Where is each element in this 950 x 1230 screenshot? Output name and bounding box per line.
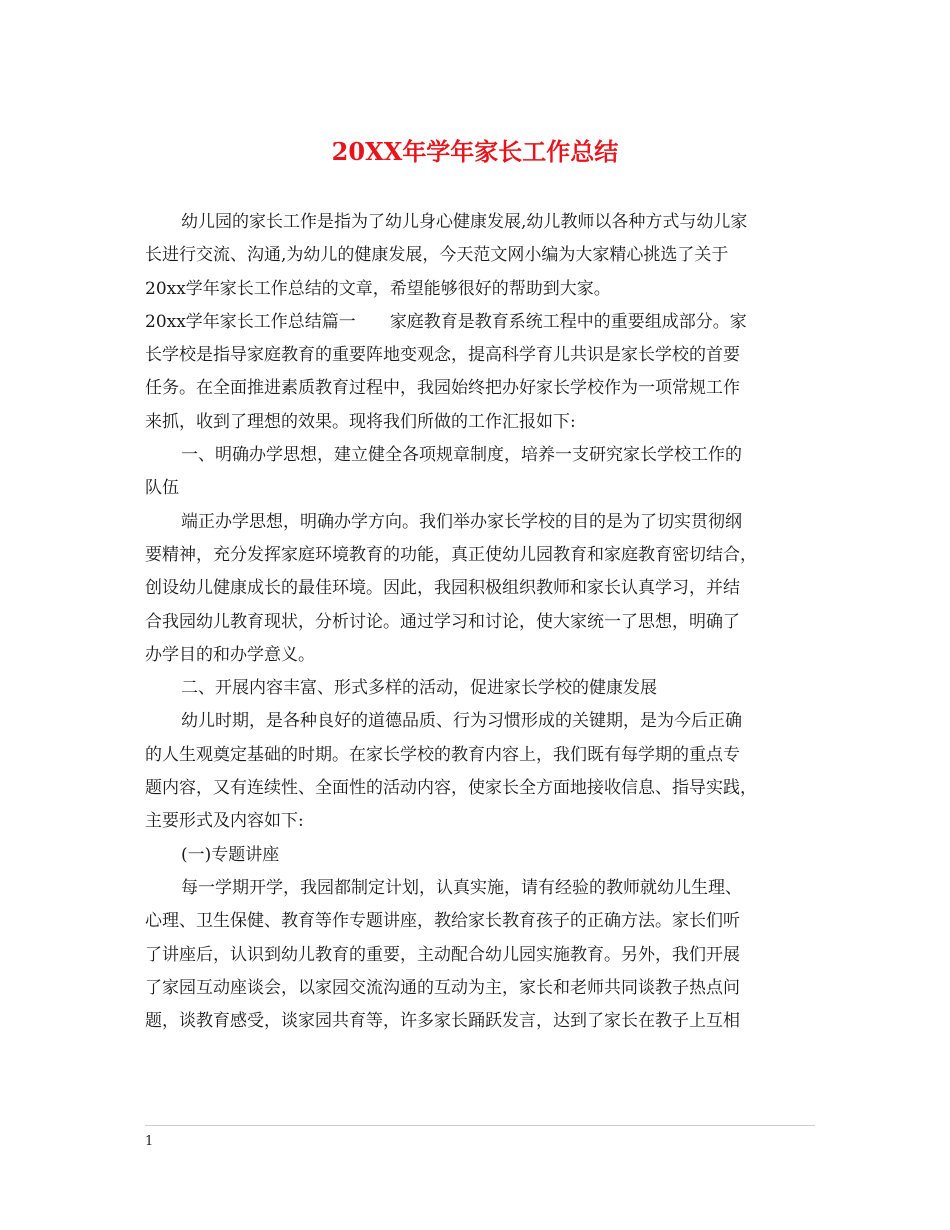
paragraph-line: 每一学期开学，我园都制定计划，认真实施，请有经验的教师就幼儿生理、	[181, 877, 742, 898]
page-number: 1	[145, 1134, 154, 1149]
document-body	[145, 206, 815, 1038]
paragraph-line: 20xx学年家长工作总结的文章，希望能够很好的帮助到大家。	[145, 278, 611, 299]
paragraph-line: 主要形式及内容如下:	[145, 811, 304, 832]
section-heading-line: 一、明确办学思想，建立健全各项规章制度，培养一支研究家长学校工作的	[181, 445, 742, 466]
paragraph-line-with-heading	[145, 306, 815, 339]
paragraph-line: 端正办学思想，明确办学方向。我们举办家长学校的目的是为了切实贯彻纲	[181, 511, 742, 532]
paragraph-line: 幼儿时期，是各种良好的道德品质、行为习惯形成的关键期，是为今后正确	[181, 711, 742, 732]
paragraph-line: 办学目的和办学意义。	[145, 644, 315, 665]
paragraph-line: 要精神，充分发挥家庭环境教育的功能，真正使幼儿园教育和家庭教育密切结合，	[145, 544, 757, 565]
footer-divider	[145, 1125, 815, 1126]
paragraph-line: 创设幼儿健康成长的最佳环境。因此，我园积极组织教师和家长认真学习，并结	[145, 578, 740, 599]
paragraph-line: 来抓，收到了理想的效果。现将我们所做的工作汇报如下:	[145, 411, 576, 432]
paragraph-line: 任务。在全面推进素质教育过程中，我园始终把办好家长学校作为一项常规工作	[145, 378, 740, 399]
paragraph-line: 的人生观奠定基础的时期。在家长学校的教育内容上，我们既有每学期的重点专	[145, 744, 740, 765]
section-heading-line: 队伍	[145, 478, 179, 499]
section-heading-line: 二、开展内容丰富、形式多样的活动，促进家长学校的健康发展	[181, 678, 657, 699]
section-heading: 20xx学年家长工作总结篇一	[145, 311, 356, 332]
paragraph-text: 家庭教育是教育系统工程中的重要组成部分。家	[389, 311, 747, 332]
paragraph-line: 长进行交流、沟通,为幼儿的健康发展，今天范文网小编为大家精心挑选了关于	[145, 245, 729, 266]
paragraph-line: 题，谈教育感受，谈家园共育等，许多家长踊跃发言，达到了家长在教子上互相	[145, 1011, 740, 1032]
paragraph-line: 了讲座后，认识到幼儿教育的重要，主动配合幼儿园实施教育。另外，我们开展	[145, 944, 740, 965]
paragraph-line: 长学校是指导家庭教育的重要阵地变观念，提高科学育儿共识是家长学校的首要	[145, 345, 740, 366]
paragraph-line: 题内容，又有连续性、全面性的活动内容，使家长全方面地接收信息、指导实践，	[145, 778, 757, 799]
paragraph-line: 幼儿园的家长工作是指为了幼儿身心健康发展,幼儿教师以各种方式与幼儿家	[181, 212, 748, 232]
paragraph-line: 合我园幼儿教育现状，分析讨论。通过学习和讨论，使大家统一了思想，明确了	[145, 611, 740, 632]
paragraph-line: 心理、卫生保健、教育等作专题讲座，教给家长教育孩子的正确方法。家长们听	[145, 911, 740, 932]
paragraph-line: 了家园互动座谈会，以家园交流沟通的互动为主，家长和老师共同谈教子热点问	[145, 977, 740, 998]
subsection-heading-line: (一)专题讲座	[181, 844, 280, 865]
document-title: 20XX年学年家长工作总结	[331, 137, 619, 166]
